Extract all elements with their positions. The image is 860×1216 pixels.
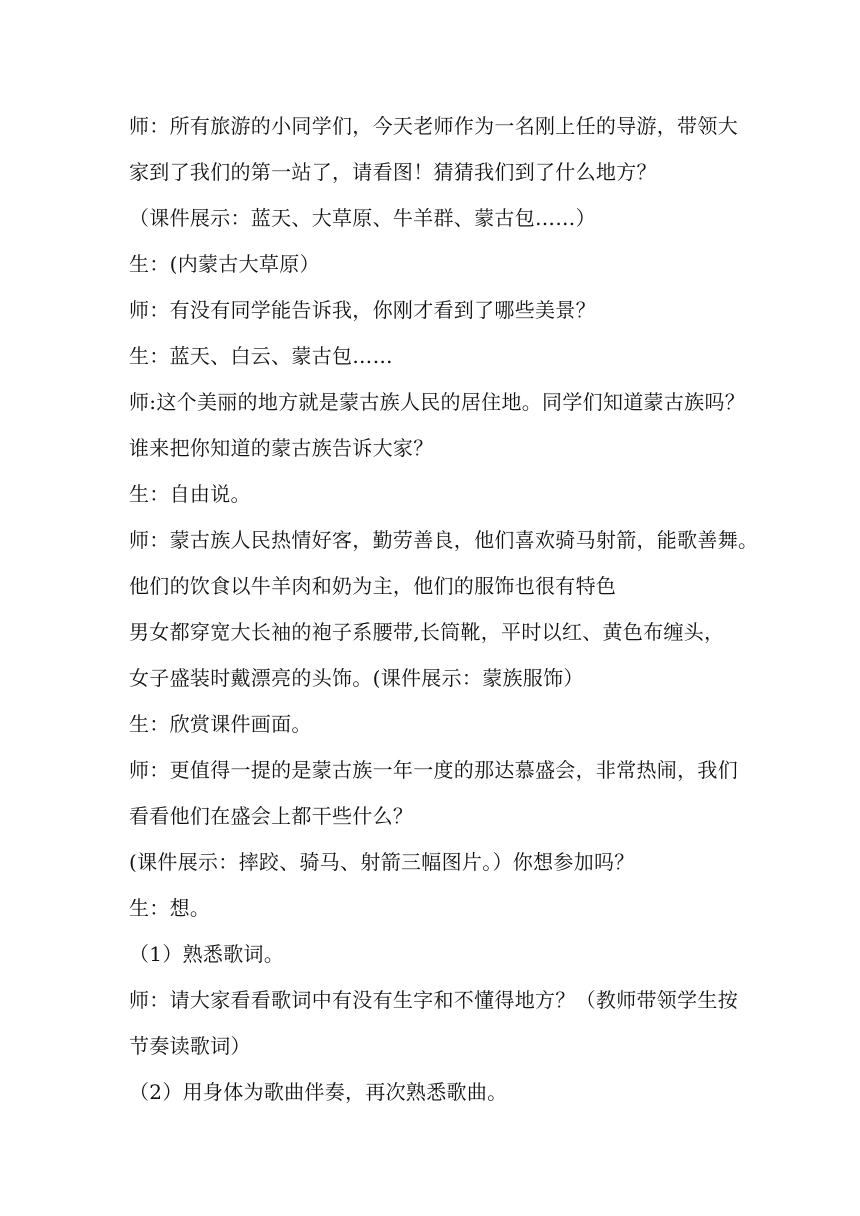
text-line: 家到了我们的第一站了，请看图！猜猜我们到了什么地方？	[129, 160, 657, 184]
text-line: 师：有没有同学能告诉我，你刚才看到了哪些美景？	[129, 298, 596, 322]
text-line: 师：蒙古族人民热情好客，勤劳善良，他们喜欢骑马射箭，能歌善舞。	[129, 528, 759, 552]
text-line: 看看他们在盛会上都干些什么？	[129, 804, 414, 828]
text-line: 女子盛装时戴漂亮的头饰。(课件展示：蒙族服饰）	[129, 666, 584, 690]
text-line: 生：欣赏课件画面。	[129, 712, 312, 736]
text-line: 生：蓝天、白云、蒙古包……	[129, 344, 393, 368]
text-line: 他们的饮食以牛羊肉和奶为主，他们的服饰也很有特色	[129, 574, 617, 598]
text-line: 师：更值得一提的是蒙古族一年一度的那达慕盛会，非常热闹，我们	[129, 758, 738, 782]
text-line: 师：请大家看看歌词中有没有生字和不懂得地方？（教师带领学生按	[129, 988, 738, 1012]
document-body	[129, 103, 759, 1115]
text-line: 生：(内蒙古大草原）	[129, 252, 320, 276]
text-line: （1）熟悉歌词。	[129, 942, 285, 966]
text-line: 生：想。	[129, 896, 211, 920]
text-line: 男女都穿宽大长袖的袍子系腰带,长筒靴，平时以红、黄色布缠头，	[129, 620, 725, 644]
text-line: 师：所有旅游的小同学们，今天老师作为一名刚上任的导游，带领大	[129, 114, 738, 138]
text-line: 节奏读歌词）	[129, 1034, 251, 1058]
text-line: （2）用身体为歌曲伴奏，再次熟悉歌曲。	[129, 1080, 508, 1104]
text-line: 师:这个美丽的地方就是蒙古族人民的居住地。同学们知道蒙古族吗？	[129, 390, 746, 414]
text-line: (课件展示：摔跤、骑马、射箭三幅图片。）你想参加吗？	[129, 850, 635, 874]
text-line: 谁来把你知道的蒙古族告诉大家？	[129, 436, 434, 460]
text-line: 生：自由说。	[129, 482, 251, 506]
text-line: （课件展示：蓝天、大草原、牛羊群、蒙古包……）	[129, 206, 596, 230]
